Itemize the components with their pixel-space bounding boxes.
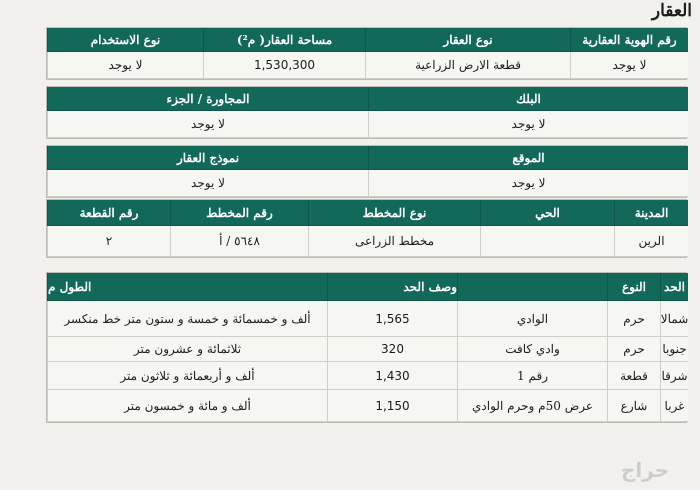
block-table <box>46 86 687 139</box>
length-text-cell: ألف و خمسمائة و خمسة و ستون متر خط منكسر <box>47 301 327 337</box>
city-header: المدينة <box>614 200 688 226</box>
length-cell: 1,565 <box>327 301 457 337</box>
side-cell: شرقا <box>660 362 688 390</box>
property-id-header: رقم الهوية العقارية <box>570 28 688 52</box>
type-cell: حرم <box>607 301 660 337</box>
neighborhood-part-header: المجاورة / الجزء <box>47 87 368 111</box>
page-title: العقار <box>651 1 692 21</box>
property-id-value: لا يوجد <box>570 52 688 79</box>
description-cell: الوادي <box>457 301 607 337</box>
side-cell: شمالا <box>660 301 688 337</box>
length-cell: 1,430 <box>327 362 457 390</box>
side-header: الحد <box>660 273 688 301</box>
description-cell: رقم 1 <box>457 362 607 390</box>
boundaries-table <box>46 272 687 423</box>
description-header: وصف الحد <box>327 273 457 301</box>
area-header: مساحة العقار( م²) <box>203 28 365 52</box>
length-text-cell: ألف و مائة و خمسون متر <box>47 390 327 422</box>
city-value: الرين <box>614 226 688 257</box>
type-cell: قطعة <box>607 362 660 390</box>
neighborhood-part-value: لا يوجد <box>47 111 368 138</box>
type-cell: حرم <box>607 337 660 362</box>
area-value: 1,530,300 <box>203 52 365 79</box>
block-value: لا يوجد <box>368 111 688 138</box>
location-header: الموقع <box>368 146 688 170</box>
description-cell: وادي كافت <box>457 337 607 362</box>
plot-number-value: ٢ <box>47 226 170 257</box>
plan-type-value: مخطط الزراعى <box>308 226 480 257</box>
property-table <box>46 27 687 80</box>
plan-type-header: نوع المخطط <box>308 200 480 226</box>
property-model-value: لا يوجد <box>47 170 368 197</box>
location-table <box>46 145 687 198</box>
usage-type-value: لا يوجد <box>47 52 203 79</box>
plan-number-value: ٥٦٤٨ / أ <box>170 226 308 257</box>
length-cell: 1,150 <box>327 390 457 422</box>
usage-type-header: نوع الاستخدام <box>47 28 203 52</box>
district-header: الحي <box>480 200 614 226</box>
length-text-cell: ألف و أربعمائة و ثلاثون متر <box>47 362 327 390</box>
length-cell: 320 <box>327 337 457 362</box>
location-value: لا يوجد <box>368 170 688 197</box>
length-text-cell: ثلاثمائة و عشرون متر <box>47 337 327 362</box>
description-cell: عرض 50م وحرم الوادي <box>457 390 607 422</box>
type-header: النوع <box>607 273 660 301</box>
type-cell: شارع <box>607 390 660 422</box>
property-type-value: قطعة الارض الزراعية <box>365 52 570 79</box>
side-cell: غربا <box>660 390 688 422</box>
plan-number-header: رقم المخطط <box>170 200 308 226</box>
length-header: الطول م <box>47 273 327 301</box>
side-cell: جنوبا <box>660 337 688 362</box>
district-value <box>480 226 614 257</box>
watermark-logo: حراج <box>620 458 670 482</box>
property-model-header: نموذج العقار <box>47 146 368 170</box>
block-header: البلك <box>368 87 688 111</box>
description-header-spacer <box>457 273 607 301</box>
property-type-header: نوع العقار <box>365 28 570 52</box>
plan-table <box>46 199 687 258</box>
plot-number-header: رقم القطعة <box>47 200 170 226</box>
